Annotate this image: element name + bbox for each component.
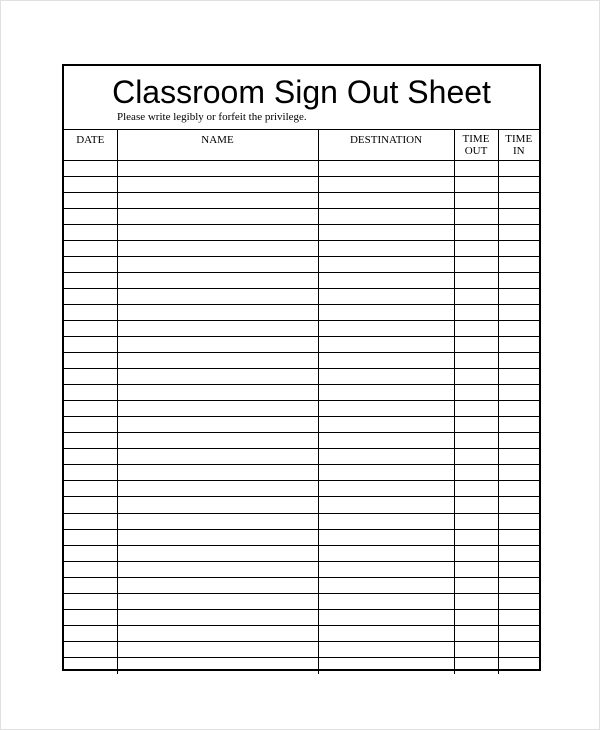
cell-name[interactable] <box>117 353 318 369</box>
table-row <box>64 304 539 320</box>
table-row <box>64 641 539 657</box>
table-row <box>64 561 539 577</box>
cell-destination[interactable] <box>318 337 454 353</box>
cell-destination[interactable] <box>318 160 454 176</box>
cell-date[interactable] <box>64 641 117 657</box>
sheet-title: Classroom Sign Out Sheet <box>112 74 491 110</box>
cell-date[interactable] <box>64 609 117 625</box>
cell-name[interactable] <box>117 224 318 240</box>
cell-time-out[interactable] <box>454 481 498 497</box>
sign-out-rows <box>64 160 539 674</box>
cell-date[interactable] <box>64 369 117 385</box>
cell-time-in[interactable] <box>498 641 539 657</box>
table-row <box>64 176 539 192</box>
sheet-header <box>64 66 539 130</box>
table-row <box>64 545 539 561</box>
cell-time-out[interactable] <box>454 577 498 593</box>
cell-destination[interactable] <box>318 256 454 272</box>
cell-time-in[interactable] <box>498 401 539 417</box>
cell-name[interactable] <box>117 337 318 353</box>
cell-date[interactable] <box>64 240 117 256</box>
cell-time-in[interactable] <box>498 353 539 369</box>
cell-date[interactable] <box>64 625 117 641</box>
cell-date[interactable] <box>64 417 117 433</box>
cell-time-in[interactable] <box>498 176 539 192</box>
cell-destination[interactable] <box>318 625 454 641</box>
cell-time-out[interactable] <box>454 529 498 545</box>
cell-date[interactable] <box>64 465 117 481</box>
cell-date[interactable] <box>64 593 117 609</box>
cell-time-out[interactable] <box>454 256 498 272</box>
cell-date[interactable] <box>64 449 117 465</box>
cell-name[interactable] <box>117 545 318 561</box>
table-row <box>64 497 539 513</box>
table-row <box>64 465 539 481</box>
cell-time-in[interactable] <box>498 417 539 433</box>
cell-time-in[interactable] <box>498 256 539 272</box>
cell-time-out[interactable] <box>454 304 498 320</box>
cell-date[interactable] <box>64 192 117 208</box>
table-row <box>64 657 539 673</box>
cell-date[interactable] <box>64 529 117 545</box>
table-row <box>64 337 539 353</box>
table-row <box>64 160 539 176</box>
cell-name[interactable] <box>117 529 318 545</box>
cell-name[interactable] <box>117 449 318 465</box>
cell-destination[interactable] <box>318 609 454 625</box>
cell-name[interactable] <box>117 304 318 320</box>
cell-date[interactable] <box>64 385 117 401</box>
cell-destination[interactable] <box>318 224 454 240</box>
cell-destination[interactable] <box>318 208 454 224</box>
cell-time-out[interactable] <box>454 513 498 529</box>
cell-name[interactable] <box>117 385 318 401</box>
cell-destination[interactable] <box>318 288 454 304</box>
table-row <box>64 417 539 433</box>
table-row <box>64 272 539 288</box>
cell-destination[interactable] <box>318 641 454 657</box>
table-row <box>64 208 539 224</box>
cell-name[interactable] <box>117 497 318 513</box>
column-header-time-out: TIME OUT <box>454 130 498 160</box>
cell-date[interactable] <box>64 256 117 272</box>
column-header-destination: DESTINATION <box>318 130 454 160</box>
cell-name[interactable] <box>117 320 318 336</box>
column-header-date: DATE <box>64 130 117 160</box>
table-row <box>64 224 539 240</box>
cell-date[interactable] <box>64 176 117 192</box>
cell-time-out[interactable] <box>454 353 498 369</box>
cell-destination[interactable] <box>318 320 454 336</box>
cell-name[interactable] <box>117 577 318 593</box>
cell-destination[interactable] <box>318 545 454 561</box>
cell-destination[interactable] <box>318 272 454 288</box>
cell-name[interactable] <box>117 513 318 529</box>
cell-name[interactable] <box>117 657 318 673</box>
cell-time-out[interactable] <box>454 561 498 577</box>
cell-time-in[interactable] <box>498 385 539 401</box>
cell-destination[interactable] <box>318 497 454 513</box>
column-header-time-in: TIME IN <box>498 130 539 160</box>
cell-time-out[interactable] <box>454 417 498 433</box>
table-row <box>64 256 539 272</box>
cell-time-out[interactable] <box>454 433 498 449</box>
cell-time-out[interactable] <box>454 385 498 401</box>
sign-out-table <box>64 130 539 674</box>
cell-destination[interactable] <box>318 176 454 192</box>
cell-time-out[interactable] <box>454 337 498 353</box>
cell-destination[interactable] <box>318 304 454 320</box>
cell-date[interactable] <box>64 353 117 369</box>
cell-time-out[interactable] <box>454 320 498 336</box>
cell-time-in[interactable] <box>498 160 539 176</box>
cell-date[interactable] <box>64 208 117 224</box>
cell-time-in[interactable] <box>498 545 539 561</box>
cell-destination[interactable] <box>318 369 454 385</box>
cell-date[interactable] <box>64 337 117 353</box>
cell-time-in[interactable] <box>498 320 539 336</box>
table-row <box>64 369 539 385</box>
column-header-name: NAME <box>117 130 318 160</box>
cell-name[interactable] <box>117 593 318 609</box>
table-row <box>64 593 539 609</box>
table-row <box>64 433 539 449</box>
table-row <box>64 529 539 545</box>
cell-date[interactable] <box>64 513 117 529</box>
cell-name[interactable] <box>117 481 318 497</box>
table-row <box>64 320 539 336</box>
cell-time-in[interactable] <box>498 609 539 625</box>
cell-name[interactable] <box>117 369 318 385</box>
cell-name[interactable] <box>117 641 318 657</box>
cell-time-in[interactable] <box>498 481 539 497</box>
cell-date[interactable] <box>64 497 117 513</box>
cell-destination[interactable] <box>318 465 454 481</box>
cell-name[interactable] <box>117 272 318 288</box>
cell-name[interactable] <box>117 561 318 577</box>
cell-name[interactable] <box>117 160 318 176</box>
cell-destination[interactable] <box>318 561 454 577</box>
cell-destination[interactable] <box>318 353 454 369</box>
cell-name[interactable] <box>117 256 318 272</box>
cell-time-in[interactable] <box>498 577 539 593</box>
cell-name[interactable] <box>117 208 318 224</box>
cell-time-out[interactable] <box>454 288 498 304</box>
cell-destination[interactable] <box>318 529 454 545</box>
cell-time-in[interactable] <box>498 449 539 465</box>
cell-time-in[interactable] <box>498 529 539 545</box>
cell-time-out[interactable] <box>454 192 498 208</box>
cell-name[interactable] <box>117 609 318 625</box>
cell-date[interactable] <box>64 224 117 240</box>
cell-destination[interactable] <box>318 449 454 465</box>
cell-destination[interactable] <box>318 593 454 609</box>
cell-name[interactable] <box>117 433 318 449</box>
table-row <box>64 481 539 497</box>
cell-destination[interactable] <box>318 385 454 401</box>
cell-time-out[interactable] <box>454 369 498 385</box>
cell-name[interactable] <box>117 176 318 192</box>
cell-time-out[interactable] <box>454 593 498 609</box>
cell-time-out[interactable] <box>454 208 498 224</box>
cell-time-in[interactable] <box>498 369 539 385</box>
cell-date[interactable] <box>64 481 117 497</box>
cell-time-out[interactable] <box>454 160 498 176</box>
cell-date[interactable] <box>64 272 117 288</box>
cell-date[interactable] <box>64 320 117 336</box>
cell-time-out[interactable] <box>454 497 498 513</box>
cell-destination[interactable] <box>318 433 454 449</box>
cell-time-in[interactable] <box>498 337 539 353</box>
cell-time-in[interactable] <box>498 192 539 208</box>
sign-out-sheet <box>62 64 541 671</box>
cell-time-out[interactable] <box>454 240 498 256</box>
cell-date[interactable] <box>64 561 117 577</box>
cell-time-out[interactable] <box>454 625 498 641</box>
cell-name[interactable] <box>117 401 318 417</box>
table-row <box>64 449 539 465</box>
cell-time-out[interactable] <box>454 176 498 192</box>
cell-destination[interactable] <box>318 657 454 673</box>
cell-date[interactable] <box>64 657 117 673</box>
cell-time-in[interactable] <box>498 272 539 288</box>
cell-name[interactable] <box>117 240 318 256</box>
cell-time-in[interactable] <box>498 561 539 577</box>
cell-time-in[interactable] <box>498 497 539 513</box>
table-header-row <box>64 130 539 160</box>
cell-time-in[interactable] <box>498 224 539 240</box>
cell-time-in[interactable] <box>498 513 539 529</box>
cell-date[interactable] <box>64 545 117 561</box>
table-row <box>64 513 539 529</box>
cell-time-in[interactable] <box>498 288 539 304</box>
table-row <box>64 609 539 625</box>
cell-time-out[interactable] <box>454 657 498 673</box>
cell-time-in[interactable] <box>498 304 539 320</box>
cell-name[interactable] <box>117 625 318 641</box>
table-row <box>64 288 539 304</box>
cell-time-out[interactable] <box>454 465 498 481</box>
cell-date[interactable] <box>64 304 117 320</box>
cell-date[interactable] <box>64 401 117 417</box>
cell-name[interactable] <box>117 417 318 433</box>
table-row <box>64 385 539 401</box>
cell-time-out[interactable] <box>454 272 498 288</box>
cell-date[interactable] <box>64 288 117 304</box>
cell-time-out[interactable] <box>454 224 498 240</box>
cell-time-out[interactable] <box>454 401 498 417</box>
cell-time-in[interactable] <box>498 625 539 641</box>
table-row <box>64 353 539 369</box>
cell-destination[interactable] <box>318 481 454 497</box>
cell-time-out[interactable] <box>454 449 498 465</box>
cell-time-out[interactable] <box>454 641 498 657</box>
cell-name[interactable] <box>117 465 318 481</box>
cell-date[interactable] <box>64 433 117 449</box>
cell-destination[interactable] <box>318 401 454 417</box>
cell-destination[interactable] <box>318 513 454 529</box>
table-row <box>64 192 539 208</box>
cell-time-out[interactable] <box>454 545 498 561</box>
cell-time-in[interactable] <box>498 657 539 673</box>
cell-name[interactable] <box>117 192 318 208</box>
cell-time-in[interactable] <box>498 465 539 481</box>
sheet-instructions: Please write legibly or forfeit the privilege. <box>117 111 307 123</box>
cell-time-in[interactable] <box>498 240 539 256</box>
cell-name[interactable] <box>117 288 318 304</box>
cell-time-in[interactable] <box>498 593 539 609</box>
cell-date[interactable] <box>64 577 117 593</box>
cell-time-out[interactable] <box>454 609 498 625</box>
cell-destination[interactable] <box>318 417 454 433</box>
cell-time-in[interactable] <box>498 208 539 224</box>
cell-destination[interactable] <box>318 240 454 256</box>
cell-time-in[interactable] <box>498 433 539 449</box>
table-row <box>64 625 539 641</box>
cell-destination[interactable] <box>318 577 454 593</box>
table-row <box>64 577 539 593</box>
cell-date[interactable] <box>64 160 117 176</box>
cell-destination[interactable] <box>318 192 454 208</box>
table-row <box>64 240 539 256</box>
table-row <box>64 401 539 417</box>
